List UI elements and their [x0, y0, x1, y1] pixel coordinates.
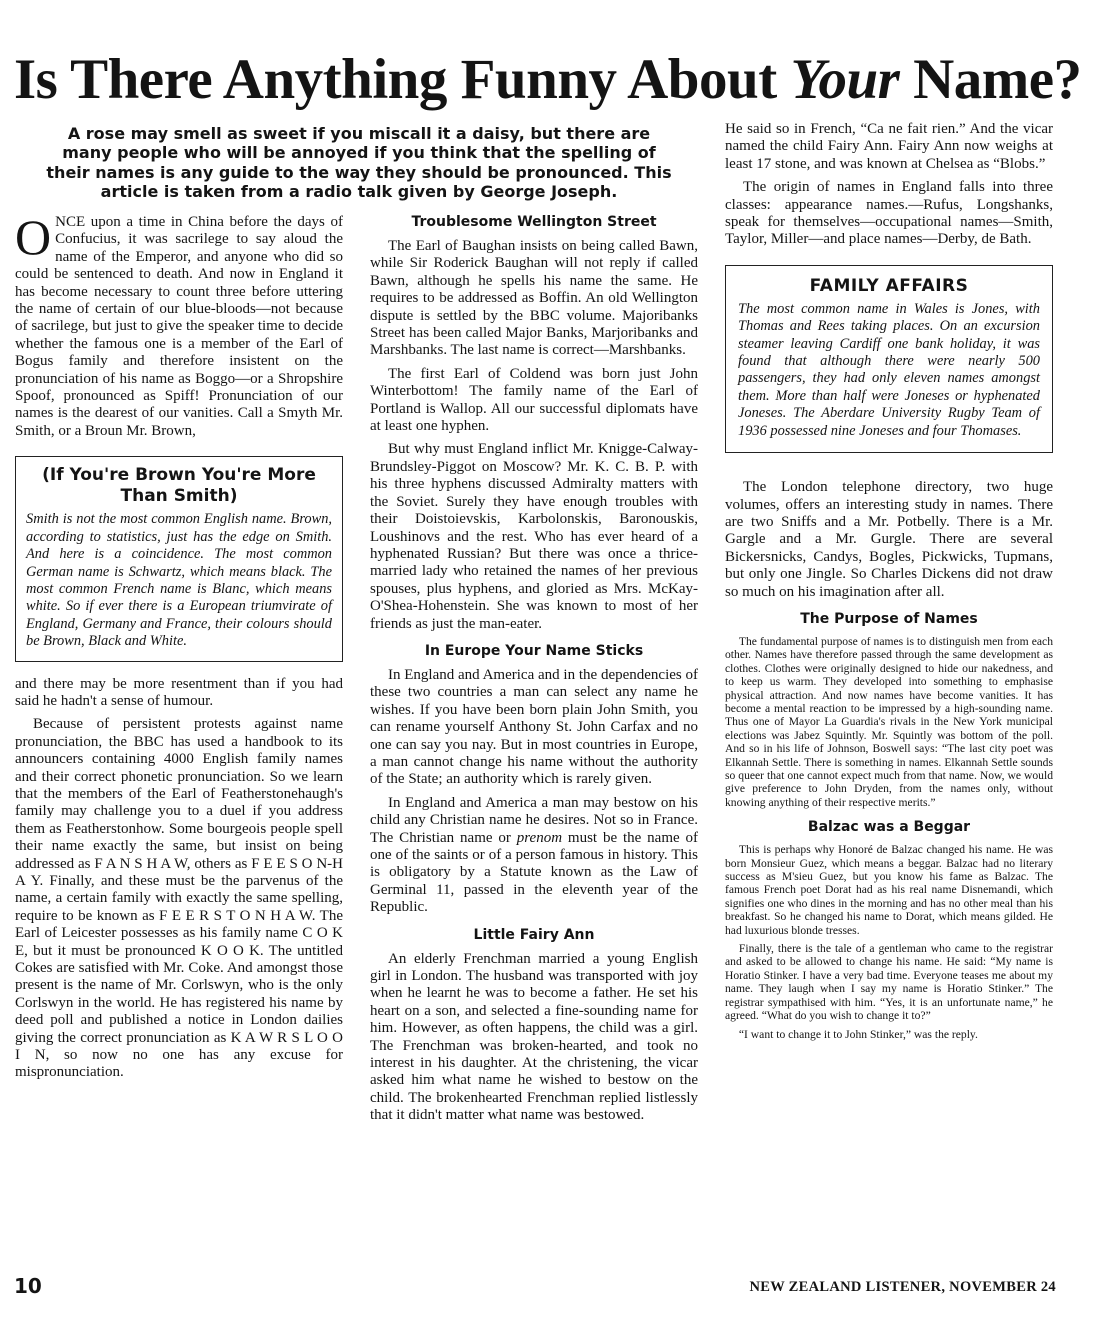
- article-title: [14, 48, 1104, 112]
- subhead-fairy-ann: Little Fairy Ann: [473, 926, 595, 943]
- drop-cap: O: [15, 209, 52, 265]
- sidebar-box-family-title: FAMILY AFFAIRS: [809, 275, 969, 296]
- paragraph-london: The London telephone directory, two huge volumes, offers an interesting study in names. There are two Sniffs and a Mr. Potbelly. There is a Mr. Gargle and a Mr. Gurgle. There are several Bickersnicks, Candys, Bogles, Pickwicks, Tupmans, but only one Jingle. So Charles Dickens did not draw so much on his imagination after all.: [725, 479, 1053, 600]
- subhead-balzac: Balzac was a Beggar: [807, 819, 971, 836]
- europe-2-emphasis: prenom: [516, 829, 563, 846]
- intro-text: NCE upon a time in China before the days of Confucius, it was sacrilege to say aloud the name of the Emperor, and anyone who did so could be sentenced to death. And now in England it has become necessary to count three before uttering the name of certain of our blue-bloods—not because of sacrilege, but just to give the speaker time to decide whether the famous one is a member of the Earl of Bogus family and therefore insistent on the pronunciation of his name as Boggo—or a Shropshire Spoof, pronounced as Spiff! Pronunciation of our names is the dearest of our vanities. Call a Smyth Mr. Smith, or a Broun Mr. Brown,: [15, 214, 343, 439]
- sidebar-box-family-text: The most common name in Wales is Jones, with Thomas and Rees taking places. On an excursion steamer leaving Cardiff one bank holiday, it was found that although there were nearly 500 passengers, they had only eleven names amongst them. More than half were Joneses or hyphenated Joneses. The Aberdare University Rugby Team of 1936 possessed nine Joneses and four Thomases.: [738, 300, 1040, 439]
- sidebar-box-family-affairs: [725, 265, 1053, 453]
- paragraph-fairy-ann: An elderly Frenchman married a young English girl in London. The husband was transported with joy when he learnt he was to become a father. He set his heart on a son, and selected a fine-sounding name for him. However, as often happens, the child was a girl. The Frenchman was broken-hearted, and took no interest in his daughter. At the christening, the vicar asked him what name he wished to bestow on the child. The brokenhearted Frenchman replied listlessly that it didn't matter what name was bestowed.: [370, 950, 698, 1124]
- page-number: 10: [14, 1274, 42, 1298]
- publication-masthead: NEW ZEALAND LISTENER, NOVEMBER 24: [749, 1279, 1056, 1295]
- sidebar-box-brown-title: (If You're Brown You're More Than Smith): [42, 465, 316, 507]
- article-deck: A rose may smell as sweet if you miscall it a daisy, but there are many people who will be annoyed if you think that the spelling of their names is any guide to the way they should be pronounced. This article is taken from a radio talk given by George Joseph.: [46, 124, 672, 202]
- paragraph-stinker-1: Finally, there is the tale of a gentleman who came to the registrar and asked to be allowed to change his name. He said: “My name is Horatio Stinker. I have a very bad time. Everyone teases me about my name. They laugh when I say my name is Horatio Stinker.” The registrar sympathised with him. “Yes, it is an unfortunate name,” he agreed. “What do you wish to change it to?”: [725, 942, 1053, 1023]
- column-3: [725, 121, 1053, 1046]
- column-1: [15, 209, 343, 1088]
- europe-2-post: must be the name of one of the saints or of a person famous in history. This is obligatory by a Statute known as the Law of Germinal 11, passed in the eleventh year of the Republic.: [370, 829, 699, 916]
- paragraph-purpose: The fundamental purpose of names is to distinguish men from each other. Names have therefore passed through the same development as clothes. Clothes were originally designed to hide our nakedness, and to keep us warm. They developed into something to emphasise physical attraction. And now names have become vanities. It has become a mental reaction to be impressed by a high-sounding name. Thus one of Mayor La Guardia's rivals in the New York municipal elections was Jabez Squintly. Mr. Squintly was bottom of the poll. And so in his life of Johnson, Boswell says: “The last city poet was Elkannah Settle. There is something in names. Elkannah Settle sounds so queer that one cannot expect much from that name. Now, we would give preference to John Dryden, from the names only, without knowing anything of their respective merits.”: [725, 634, 1053, 809]
- sidebar-box-brown: [15, 456, 343, 661]
- title-emphasis: Your: [790, 48, 900, 111]
- sidebar-box-brown-text: Smith is not the most common English name. Brown, according to statistics, just has the edge on Smith. And here is a coincidence. The most common German name is Schwartz, which means black. The most common French name is Blanc, which means white. So if ever there is a European triumvirate of England, Germany and France, their colours should be Brown, Black and White.: [26, 511, 332, 650]
- paragraph-continued: and there may be more resentment than if you had said he hadn't a sense of humour.: [15, 675, 343, 709]
- paragraph-origin: The origin of names in England falls into three classes: appearance names.—Rufus, Longshanks, speak for themselves—occupational names—Smith, Taylor, Miller—and place names—Derby, de Bath.: [725, 179, 1053, 248]
- paragraph-bbc: Because of persistent protests against name pronunciation, the BBC has used a handbook to its announcers containing 4000 English family names and their correct phonetic pronunciation. So we learn that the members of the Earl of Featherstonehaugh's family may challenge you to a duel if you address them as Featherstonhow. Some bourgeois people spell their name exactly the same, but insist on being addressed as F A N S H A W, others as F E E S O N-H A Y. Finally, and these must be the parvenus of the name, a certain family with exactly the same spelling, require to be known as F E E R S T O N H A W. The Earl of Leicester possesses as his family name C O K E, but it must be pronounced K O O K. The untitled Cokes are satisfied with Mr. Coke. And amongst those present is the name of Mr. Corlswyn, who is the only Corlswyn in the world. He has registered his name by deed poll and published a notice in London dailies giving the correct pronunciation as K A W R S L O O I N, so now no one has any excuse for mispronunciation.: [15, 716, 343, 1081]
- paragraph-coldend: The first Earl of Coldend was born just John Winterbottom! The family name of the Earl of Portland is Wallop. All our successful diplomats have at least one hyphen.: [370, 365, 698, 435]
- paragraph-stinker-2: “I want to change it to John Stinker,” was the reply.: [738, 1027, 978, 1041]
- intro-paragraph: [15, 209, 343, 440]
- subhead-europe: In Europe Your Name Sticks: [424, 642, 644, 659]
- paragraph-balzac: This is perhaps why Honoré de Balzac changed his name. He was born Monsieur Guez, which means a beggar. Balzac had no literary success as M'sieu Guez, but you know his fame as Balzac. The famous French poet Dorat had as his real name Disnemandi, which signifies one who dines in the morning and has no other meal than his breakfast. So he changed his name to Dorat, which means gilded. He had luxurious blonde tresses.: [725, 843, 1053, 937]
- title-post: Name?: [899, 48, 1082, 111]
- paragraph-knigge: But why must England inflict Mr. Knigge-Calway-Brundsley-Piggot on Moscow? Mr. K. C. B. P. with his three hyphens discussed Admiralty matters with the Soviet. Surely they have enough troubles with their Doistoievskis, Karbolonskis, Baronouskis, Loushinovs and the rest. Who has ever heard of a hyphenated Russian? But there was once a thrice-married lady who retained the names of her previous spouses, plus hyphens, and gloried as Mrs. McKay-O'Shea-Hohenstein. She was known to most of her friends as just the man-eater.: [370, 441, 698, 632]
- paragraph-europe-1: In England and America and in the dependencies of these two countries a man can select any name he wishes. If you have been born plain John Smith, you can rename yourself Anthony St. John Carfax and no one can say you nay. But in most countries in Europe, a man cannot change his name without the authority of the State; an authority which is rarely given.: [370, 666, 698, 788]
- paragraph-baughan: The Earl of Baughan insists on being called Bawn, while Sir Roderick Baughan will not reply if called Bawn, although he spells his name the same. He requires to be addressed as Boffin. An old Wellington dispute is settled by the BBC volume. Majoribanks Street has been called Major Banks, Marjoribanks and Marshbanks. The last name is correct—Marshbanks.: [370, 238, 698, 359]
- subhead-wellington: Troublesome Wellington Street: [411, 214, 657, 230]
- paragraph-french: He said so in French, “Ca ne fait rien.” And the vicar named the child Fairy Ann. Fairy Ann now weighs at least 17 stone, and was known at Chelsea as “Blobs.”: [725, 121, 1053, 172]
- europe-2-pre: In England and America a man may bestow on his child any Christian name he desires. Not so in France. The Christian name or: [370, 794, 698, 846]
- subhead-purpose: The Purpose of Names: [800, 610, 978, 627]
- paragraph-europe-2: [370, 795, 698, 917]
- title-pre: Is There Anything Funny About: [14, 48, 791, 111]
- column-2: [370, 214, 698, 1131]
